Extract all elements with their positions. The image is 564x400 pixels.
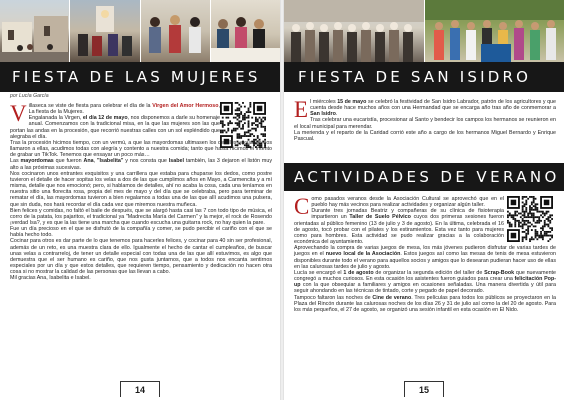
photo-women-dancing-art [141, 0, 210, 62]
text-run: La merienda y el reparto de la Caridad corrió este año a cargo de los hermanos Miguel Bernardo y Enrique Pascual. [294, 129, 556, 142]
paragraph [294, 117, 556, 129]
text-run: de organizar la segunda edición del taller de [373, 269, 485, 276]
paragraph [10, 238, 272, 275]
paragraph [10, 226, 272, 238]
drop-cap: C [294, 194, 310, 219]
drop-cap: E [294, 97, 309, 122]
paragraph [10, 103, 272, 115]
text-run: Bien felices y comidas, no faltó el baile de después, que se alargó hasta casi las 7 con todo tipo de música, el corro de la patata, los pajaritos, el tradicional ya "Madrecita María del Carmen" y la mejor, el rock de Rosendo ¡verdad Isa?, y es que la las tiene una marcha que cuando escucha una guitarra rock, no hay quien la pare. [10, 207, 272, 226]
text-run: se celebró la festividad de San Isidro Labrador, patrón de los agricultores y que cuenta desde hace muchos años con una Hermandad que se encarga año tras año de conmemorar a [310, 99, 556, 112]
emphasis-text: mayordomas [20, 158, 54, 165]
text-run: l miércoles [310, 99, 338, 105]
photo-dinner [211, 0, 280, 62]
page-14 [0, 0, 280, 400]
photo-street-art [0, 0, 69, 62]
byline: por Lucía García [10, 93, 49, 99]
photo-procession-art [70, 0, 139, 62]
text-run: . [335, 111, 338, 118]
page-title: FIESTA DE SAN ISIDRO [298, 68, 532, 86]
text-run: Durante tres jornadas Beatriz y compañeras de su clínica de fisioterapia impartieron un [311, 208, 504, 221]
emphasis-text: Isabel [168, 158, 184, 165]
title-banner-mujeres [0, 62, 280, 92]
photo-procession [70, 0, 139, 62]
text-run: también, las 3 dejaron el listón muy alto a las próximas sucesivas. [10, 158, 272, 171]
emphasis-text: nuevo local de la Asociación [325, 251, 401, 258]
text-run: Aprovechando la compra de varias juegos de mesa, los más jóvenes pudieron disfrutar de varias tardes de juegos en el [294, 245, 556, 258]
emphasis-text: 15 de mayo [337, 99, 367, 105]
text-run: Lucía se encargó el [294, 269, 344, 276]
title-banner-san-isidro [284, 62, 564, 92]
emphasis-text: San Isidro [310, 111, 336, 118]
emphasis-text: Taller de Suelo Pélvico [349, 214, 411, 221]
paragraph [294, 208, 556, 245]
emphasis-text: felicitación Pop-up [294, 276, 556, 289]
section-title: ACTIVIDADES DE VERANO [294, 168, 560, 186]
text-run: Tras la procesión hicimos tiempo, con un vermú, a que las mayordomas ultimasen los detalles, y cuando nos llamaron a ellas, acudimos todas con alegría y contento a nuestra comida; tanto que hasta hicimos el intento de grabar un TikTok. Tenemos que ensayar un poco más… [10, 139, 272, 159]
header-photos [284, 0, 564, 62]
emphasis-text: Virgen del Amor Hermoso [152, 103, 219, 109]
photo-street [0, 0, 69, 62]
paragraph [294, 245, 556, 270]
paragraph [10, 140, 272, 158]
text-run: , [93, 158, 97, 165]
article-mujeres [10, 103, 272, 378]
photo-summer-group-art [425, 0, 564, 62]
title-banner-actividades [284, 163, 564, 191]
text-run: Mil gracias Ana, Isabelita e Isabel. [10, 275, 91, 282]
photo-women-dancing [141, 0, 210, 62]
paragraph [294, 270, 556, 295]
photo-brotherhood-art [284, 0, 424, 62]
article-san-isidro [294, 99, 556, 159]
paragraph [10, 275, 272, 281]
page-number: 14 [120, 381, 160, 397]
emphasis-text: "Isabelita" [96, 158, 124, 165]
photo-summer-group [425, 0, 564, 62]
text-run: Cocinar para otros es dar parte de lo que tenemos para hacerles felices, y cocinar para 40 sin ser profesional, además de un reto, es una muestra clara de ello. Igualmente el hecho de cantar el cumpleaños, de buscar unas velas a contrarreloj, de tener un detalle especial con todas una de las que allí estuvimos, es algo que demuestra que el ser humano es cariño, que nos gusta juntarnos, que a todos nos encanta sentirnos especiales por un día y que estos detalles, que requieren tiempo, pensamiento y dedicación no hacen otra cosa si no mostrar la calidad de las personas que las llevan a cabo. [10, 238, 272, 276]
text-run: Nos cocinaron unos entrantes exquisitos y una carrillera que estaba para chuparse los dedos, como postre tuvieron el detalle de hacer sopitas los velas a dos de las que cumplimos años en Mayo, a Carmencita y a mí misma, detalle que nos emocionó; pero, si hablamos de detalles, ahí no acaba la cosa, cada una teníamos en nuestra sitio una florecita rosa, propia del mes de mayo y del día que se celebraba, pero para terminar de rematar el día, las mayordomas tuvieron a bien regalarnos a todas una de las que allí acudimos una pulsera, que sin duda, nos hará recordar el día cada vez que miremos nuestra muñeca. [10, 170, 272, 208]
paragraph [294, 97, 556, 122]
text-run: cuyos dos primeras sesiones fueron orientadas al público femenino (13 de julio y 3 de agosto). En la última, celebrada el 16 de agosto, tocó probar con el pilates y los estiramientos. Esta vez tanto para mujeres como para hombres. Esta actividad se pudo realizar gracias a la colaboración económica del ayuntamiento. [294, 214, 504, 246]
text-run: Engalanada la Virgen, [28, 115, 83, 122]
text-run: Fue un día precioso en el que se disfrutó de la compañía y comer, se pudo percibir el cariño con el que se había hecho todo. [10, 226, 272, 239]
text-run: . Tres películas para todos los públicos se proyectaron en la Plaza del Rincón durante las calurosas noches de los días 26 y 31 de julio así como la del 20 de agosto. Para los más pequeños, el 27 de agosto, se organizó una sesión infantil en esta ocasión en El Nido. [294, 294, 556, 313]
photo-brotherhood [284, 0, 424, 62]
paragraph [294, 196, 556, 208]
text-run: que fueron [53, 158, 84, 165]
paragraph [294, 295, 556, 313]
emphasis-text: 1 de agosto [343, 269, 374, 276]
emphasis-text: Scrap-Book [484, 269, 515, 276]
text-run: , La fiesta de la Mujeres. [28, 103, 220, 116]
page-15 [284, 0, 564, 400]
header-photos [0, 0, 280, 62]
text-run: Tras celebrar una eucaristía, procesionar al Santo y bendecir los campos los hermanos se reunieron en el local municipal para merendar. [294, 117, 556, 130]
drop-cap: V [10, 101, 27, 126]
text-run: illaseca se viste de fiesta para celebrar el día de la [28, 103, 153, 109]
text-run: que nuevamente congregó a muchos curiosos. En esta ocasión los asistentes fueron guiados para crear una [294, 269, 556, 283]
emphasis-text: el día 12 de mayo [82, 115, 128, 122]
emphasis-text: Ana [83, 158, 94, 165]
paragraph [294, 130, 556, 142]
photo-dinner-art [211, 0, 280, 62]
paragraph [10, 208, 272, 226]
text-run: , nos disponemos a darle su homenaje anual. Comenzamos con la tradicional misa, en la que las mujeres son las que portan las andas en la procesión, que recorrió nuestras calles con un sol espléndido que alegraba el día. [10, 115, 220, 140]
text-run: con la que obsequiar a familiares y amigos en ocasiones señaladas. Una manera divertida y útil para seguir ahondando en las técnicas de tintado, corte y pegado de papel decorado. [294, 282, 556, 295]
page-number: 15 [404, 381, 444, 397]
page-title: FIESTA DE LAS MUJERES [12, 68, 261, 86]
text-run: omo pasados veranos desde la Asociación Cultural se aprovechó que en el pueblo hay más vecinos para realizar actividades y organizar algún taller. [311, 196, 504, 209]
paragraph [10, 158, 272, 170]
article-actividades [294, 196, 556, 381]
text-run: . Estos juegos así como las mesas de tenis de mesa estuvieron disponibles durante todo el verano para aquellos socios y amigos que lo desearan pudieran hacer uso de ellas en las calurosas tardes de julio y agosto. [294, 251, 556, 270]
emphasis-text: Cine de verano [372, 294, 412, 301]
paragraph [10, 171, 272, 208]
text-run: y nos consta que [123, 158, 169, 165]
paragraph [10, 115, 272, 140]
text-run: Las [10, 158, 21, 165]
text-run: Tampoco faltaron las noches de [294, 294, 373, 301]
